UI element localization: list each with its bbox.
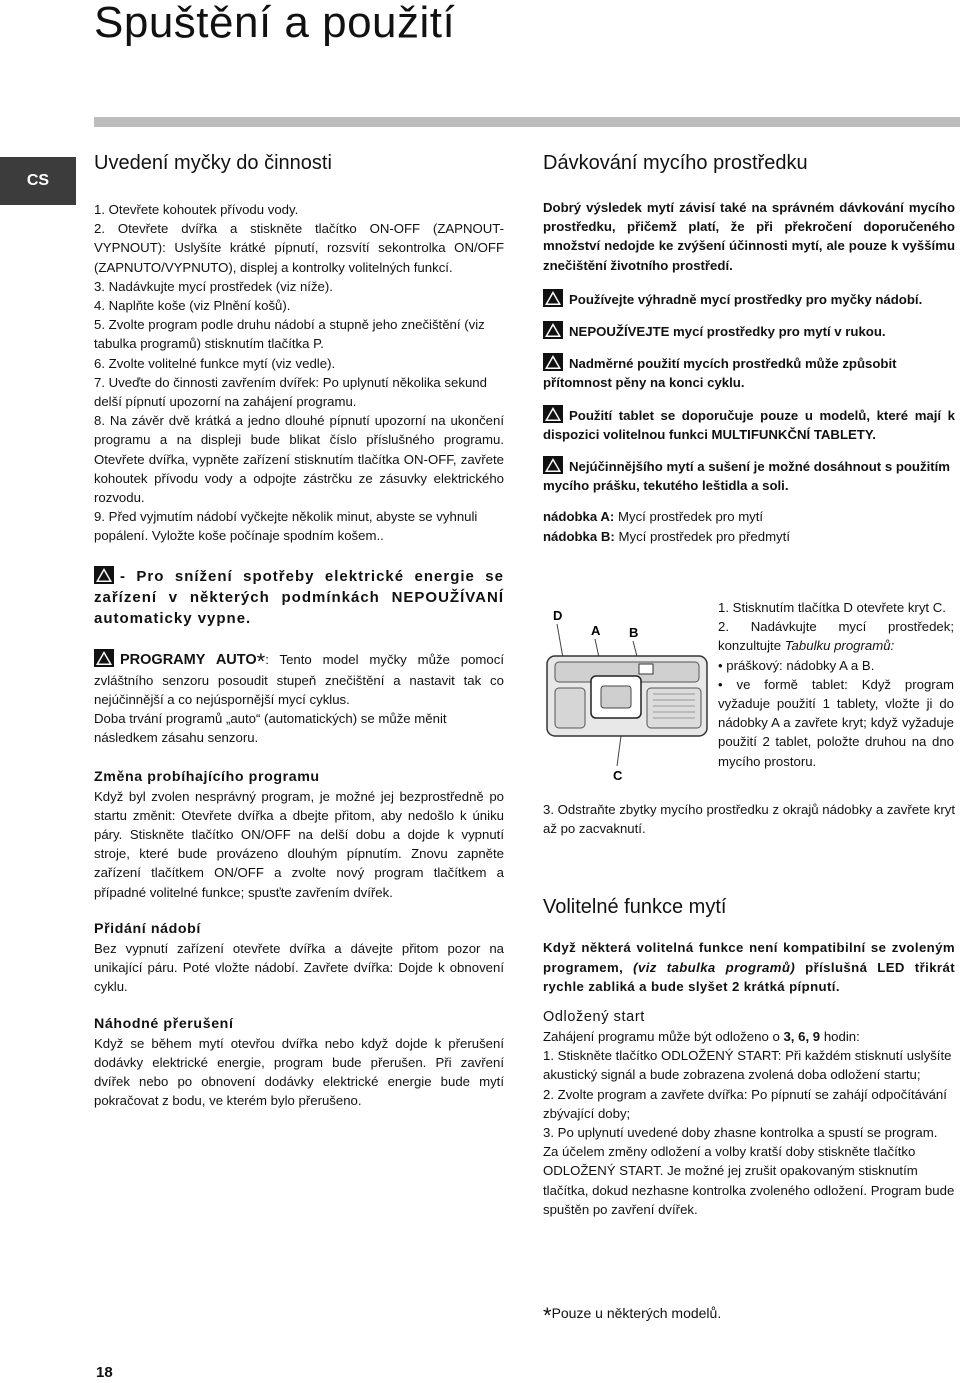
interrupt-heading: Náhodné přerušení [94, 1015, 234, 1032]
right-lower [543, 800, 955, 1219]
right-column [543, 150, 955, 546]
auto-programs: PROGRAMY AUTO*: Tento model myčky může pomocí zvláštního senzoru posoudit stupeň znečištění a nastavit tak co nejúčinnější a co nejúspornější mycí cyklus. [94, 648, 504, 708]
label-b: B [629, 625, 639, 640]
add-heading: Přidání nádobí [94, 920, 201, 937]
container-a: nádobka A: Mycí prostředek pro mytí [543, 509, 764, 525]
startup-heading: Uvedení myčky do činnosti [94, 152, 332, 174]
page-number: 18 [96, 1364, 113, 1381]
delay-step-2: 2. Zvolte program a zavřete dvířka: Po pípnutí se zahájí odpočítávání zbývající doby; [543, 1086, 947, 1121]
warning-icon [543, 289, 563, 307]
warning-4: Použití tablet se doporučuje pouze u modelů, které mají k dispozici volitelnou funkci MULTIFUNKČNÍ TABLETY. [543, 405, 955, 444]
step-7: 7. Uveďte do činnosti zavřením dvířek: Po uplynutí několika sekund delší pípnutí upozorní na zahájení programu. [94, 374, 487, 410]
warning-2: NEPOUŽÍVEJTE mycí prostředky pro mytí v rukou. [543, 321, 955, 341]
change-heading: Změna probíhajícího programu [94, 768, 320, 785]
language-tab: CS [0, 157, 76, 205]
page-title: Spuštění a použití [94, 0, 456, 47]
left-column [94, 150, 504, 1110]
container-b: nádobka B: Mycí prostředek pro předmytí [543, 528, 790, 544]
warning-1: Používejte výhradně mycí prostředky pro myčky nádobí. [543, 289, 955, 309]
label-a: A [591, 623, 601, 638]
step-6: 6. Zvolte volitelné funkce mytí (viz vedle). [94, 355, 336, 371]
change-text: Když byl zvolen nesprávný program, je možné jej bezprostředně po startu změnit: Otevřete dvířka a dbejte přitom, aby nedošlo k úniku páry. Stiskněte tlačítko ON/OFF na delší dobu a dojde k vypnutí stroje, které bude provázeno dlouhým pípnutím. Znovu zapněte zařízení tlačítkem ON/OFF a zvolte nový program tlačítkem a případné volitelné funkce; spusťte zavřením dvířek. [94, 788, 504, 900]
delay-intro: Zahájení programu může být odloženo o 3, 6, 9 hodin: [543, 1029, 860, 1045]
step-4: 4. Naplňte koše (viz Plnění košů). [94, 298, 291, 314]
warning-icon [543, 353, 563, 371]
label-d: D [553, 608, 563, 623]
warning-icon [543, 456, 563, 474]
footnote: *Pouze u některých modelů. [543, 1303, 722, 1328]
step-2: 2. Otevřete dvířka a stiskněte tlačítko ON-OFF (ZAPNOUT-VYPNOUT): Uslyšíte krátké pípnutí, rozsvítí sekontrolka ON/OFF (ZAPNUTO/VYPNUTO), displej a kontrolky volitelných funkcí. [94, 221, 504, 275]
step-5: 5. Zvolte program podle druhu nádobí a stupně jeho znečištění (viz tabulka programů) stisknutím tlačítka P. [94, 317, 485, 352]
dose-step-3: 3. Odstraňte zbytky mycího prostředku z okrajů nádobky a zavřete kryt až po zacvaknutí. [543, 802, 955, 837]
warning-icon [543, 321, 563, 339]
dispenser-diagram [543, 606, 713, 786]
options-text: Když některá volitelná funkce není kompatibilní se zvoleným programem, (viz tabulka programů) příslušná LED třikrát rychle zabliká a bude slyšet 2 krátká pípnutí. [543, 940, 955, 994]
dosing-steps [718, 598, 954, 771]
dose-bullet-1: • práškový: nádobky A a B. [718, 657, 875, 673]
delay-step-3: 3. Po uplynutí uvedené doby zhasne kontrolka a spustí se program. Za účelem změny odložení a volby kratší doby stiskněte tlačítko ODLOŽENÝ START. Je možné jej zrušit opakovaným stisknutím tlačítka, dokud nezhasne kontrolka zvoleného odložení. Program bude spuštěn po zavření dvířek. [543, 1125, 955, 1217]
step-9: 9. Před vyjmutím nádobí vyčkejte několik minut, abyste se vyhnuli popálení. Vyložte koše počínaje spodním košem.. [94, 509, 478, 544]
warning-icon [94, 566, 114, 584]
step-3: 3. Nadávkujte mycí prostředek (viz níže). [94, 278, 333, 294]
delay-heading: Odložený start [543, 1009, 645, 1026]
interrupt-text: Když se během mytí otevřou dvířka nebo když dojde k přerušení dodávky elektrické energie, program bude přerušen. Při zavření dvířek nebo po obnovení dodávky elektrické energie bude mytí pokračovat z bodu, ve kterém bylo přerušeno. [94, 1035, 504, 1109]
energy-note: - Pro snížení spotřeby elektrické energie se zařízení v některých podmínkách NEPOUŽÍVANÍ automaticky vypne. [94, 567, 504, 627]
step-8: 8. Na závěr dvě krátká a jedno dlouhé pípnutí upozorní na ukončení programu a na displeji bude blikat číslo příslušného programu. Otevřete dvířka, vypněte zařízení stisknutím tlačítka ON-OFF, zavřete kohoutek přívodu vody a odpojte zástrčku ze zásuvky elektrického rozvodu. [94, 413, 504, 506]
auto-title: PROGRAMY AUTO [120, 651, 257, 668]
delay-step-1: 1. Stiskněte tlačítko ODLOŽENÝ START: Při každém stisknutí uslyšíte akustický signál a bude zobrazena zvolená doba odložení startu; [543, 1048, 952, 1083]
dose-step-1: 1. Stisknutím tlačítka D otevřete kryt C. [718, 600, 946, 615]
step-1: 1. Otevřete kohoutek přívodu vody. [94, 202, 299, 217]
warning-icon [94, 649, 114, 667]
detergent-heading: Dávkování mycího prostředku [543, 152, 808, 174]
label-c: C [613, 768, 623, 783]
detergent-intro: Dobrý výsledek mytí závisí také na správném dávkování mycího prostředku, přičemž platí, že při překročení doporučeného množství nedojde ke zvýšení účinnosti mytí, ale pouze k vyššímu znečištění životního prostředí. [543, 200, 955, 273]
auto-duration: Doba trvání programů „auto“ (automatických) se může měnit následkem zásahu senzoru. [94, 711, 447, 746]
warning-icon [543, 405, 563, 423]
dose-step-2: 2. Nadávkujte mycí prostředek; konzultujte Tabulku programů: [718, 619, 954, 654]
dose-bullet-2: • ve formě tablet: Když program vyžaduje použití 1 tablety, vložte ji do nádobky A a zavřete kryt; když vyžaduje použití 2 tablet, položte druhou na dno mycího prostoru. [718, 676, 954, 769]
warning-5: Nejúčinnějšího mytí a sušení je možné dosáhnout s použitím mycího prášku, tekutého leštidla a soli. [543, 456, 955, 495]
header-rule [94, 117, 960, 127]
warning-3: Nadměrné použití mycích prostředků může způsobit přítomnost pěny na konci cyklu. [543, 353, 955, 392]
options-heading: Volitelné funkce mytí [543, 896, 727, 919]
add-text: Bez vypnutí zařízení otevřete dvířka a dávejte přitom pozor na unikající páru. Poté vložte nádobí. Zavřete dvířka: Dojde k obnovení cyklu. [94, 940, 504, 995]
